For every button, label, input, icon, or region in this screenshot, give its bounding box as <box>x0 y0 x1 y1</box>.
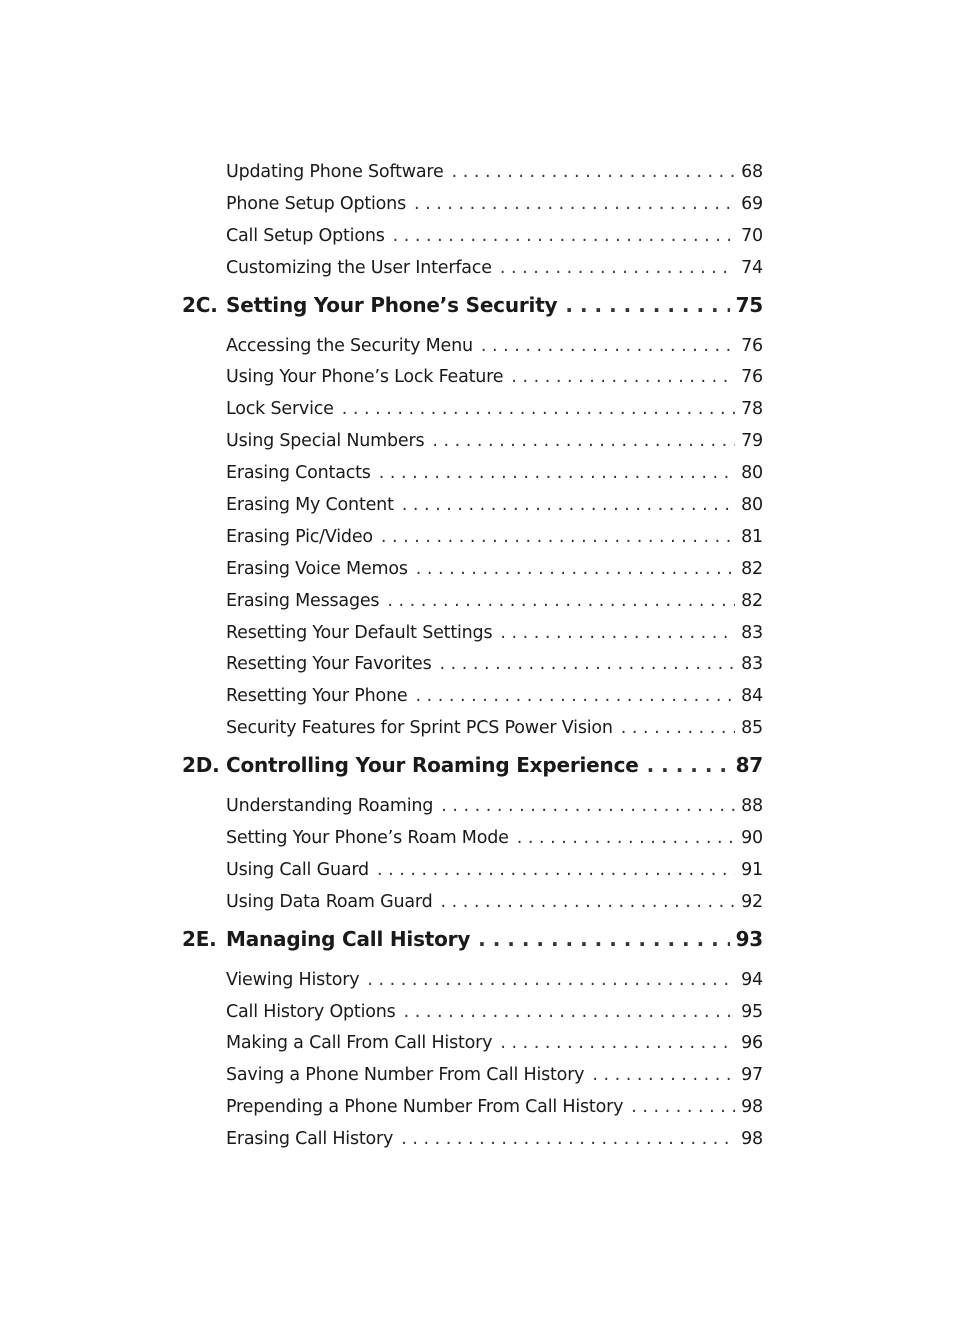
toc-entry-label: Resetting Your Favorites <box>226 654 432 675</box>
leader-dots <box>565 286 729 324</box>
toc-entry[interactable] <box>226 997 763 1029</box>
toc-entry-label: Viewing History <box>226 969 360 990</box>
leader-dots <box>402 490 735 522</box>
table-of-contents <box>182 157 763 1156</box>
toc-section-heading[interactable] <box>182 286 763 324</box>
toc-entry-page: 78 <box>741 399 763 420</box>
toc-entry-label: Erasing Voice Memos <box>226 558 408 579</box>
toc-entry[interactable] <box>226 458 763 490</box>
leader-dots <box>342 394 735 426</box>
toc-entry-label: Security Features for Sprint PCS Power Vision <box>226 718 613 739</box>
toc-entry[interactable] <box>226 1092 763 1124</box>
toc-entry[interactable] <box>226 586 763 618</box>
toc-entry-label: Setting Your Phone’s Roam Mode <box>226 828 509 849</box>
leader-dots <box>379 458 735 490</box>
section-title: Controlling Your Roaming Experience <box>226 753 639 778</box>
toc-entry-label: Using Your Phone’s Lock Feature <box>226 367 504 388</box>
toc-entry[interactable] <box>226 253 763 285</box>
toc-entry[interactable] <box>226 791 763 823</box>
toc-entry-label: Understanding Roaming <box>226 796 434 817</box>
toc-entry[interactable] <box>226 522 763 554</box>
toc-entry-label: Call History Options <box>226 1001 396 1022</box>
leader-dots <box>621 713 735 745</box>
toc-entry-page: 85 <box>741 718 763 739</box>
toc-entry-page: 68 <box>741 162 763 182</box>
toc-entry[interactable] <box>226 221 763 253</box>
leader-dots <box>511 362 735 394</box>
toc-entry-label: Erasing Contacts <box>226 463 371 484</box>
toc-entry-page: 82 <box>741 558 763 579</box>
toc-entry-page: 96 <box>741 1033 763 1054</box>
leader-dots <box>404 997 736 1029</box>
leader-dots <box>481 331 735 363</box>
toc-entry-label: Resetting Your Phone <box>226 686 408 707</box>
toc-entry[interactable] <box>226 965 763 997</box>
toc-entry-label: Using Special Numbers <box>226 431 425 452</box>
leader-dots <box>416 554 735 586</box>
section-number: 2E. <box>182 926 217 951</box>
leader-dots <box>387 586 735 618</box>
toc-entry-page: 94 <box>741 969 763 990</box>
section-page: 75 <box>735 292 763 317</box>
leader-dots <box>432 426 735 458</box>
toc-entry-page: 91 <box>741 859 763 880</box>
leader-dots <box>500 253 735 285</box>
leader-dots <box>500 618 735 650</box>
leader-dots <box>393 221 735 253</box>
toc-entry[interactable] <box>226 823 763 855</box>
leader-dots <box>452 157 736 189</box>
leader-dots <box>377 855 735 887</box>
section-page: 87 <box>735 753 763 778</box>
toc-entry[interactable] <box>226 490 763 522</box>
toc-entry[interactable] <box>226 855 763 887</box>
toc-entry-label: Call Setup Options <box>226 225 385 246</box>
toc-entry[interactable] <box>226 1028 763 1060</box>
section-number: 2C. <box>182 292 218 317</box>
toc-entry-page: 76 <box>741 367 763 388</box>
section-title: Managing Call History <box>226 926 471 951</box>
toc-entry-page: 70 <box>741 225 763 246</box>
toc-entry-page: 88 <box>741 796 763 817</box>
toc-entry-page: 82 <box>741 590 763 611</box>
toc-entry-page: 69 <box>741 193 763 214</box>
toc-entry-label: Erasing Messages <box>226 590 380 611</box>
leader-dots <box>441 791 735 823</box>
leader-dots <box>631 1092 735 1124</box>
toc-entry-page: 79 <box>741 431 763 452</box>
toc-entry-label: Resetting Your Default Settings <box>226 622 493 643</box>
toc-entry-page: 83 <box>741 654 763 675</box>
toc-entry-label: Customizing the User Interface <box>226 257 492 278</box>
leader-dots <box>440 649 736 681</box>
toc-entry[interactable] <box>226 887 763 919</box>
leader-dots <box>517 823 735 855</box>
toc-entry-label: Lock Service <box>226 399 334 420</box>
leader-dots <box>401 1124 735 1156</box>
toc-entry-label: Making a Call From Call History <box>226 1033 493 1054</box>
toc-entry-page: 83 <box>741 622 763 643</box>
toc-entry[interactable] <box>226 426 763 458</box>
toc-section-heading[interactable] <box>182 746 763 784</box>
toc-entry-page: 84 <box>741 686 763 707</box>
toc-entry-page: 80 <box>741 495 763 516</box>
leader-dots <box>416 681 736 713</box>
toc-entry[interactable] <box>226 713 763 745</box>
toc-entry[interactable] <box>226 649 763 681</box>
toc-entry[interactable] <box>226 331 763 363</box>
section-page: 93 <box>735 926 763 951</box>
toc-entry-label: Saving a Phone Number From Call History <box>226 1065 585 1086</box>
toc-entry-page: 98 <box>741 1129 763 1150</box>
toc-entry-label: Erasing My Content <box>226 495 394 516</box>
toc-entry-page: 81 <box>741 526 763 547</box>
toc-entry-page: 97 <box>741 1065 763 1086</box>
toc-entry-page: 90 <box>741 828 763 849</box>
toc-entry-label: Using Data Roam Guard <box>226 891 433 912</box>
toc-entry-page: 76 <box>741 335 763 356</box>
section-number: 2D. <box>182 753 220 778</box>
toc-entry-page: 95 <box>741 1001 763 1022</box>
toc-entry-label: Phone Setup Options <box>226 193 406 214</box>
toc-entry-page: 98 <box>741 1097 763 1118</box>
toc-section-heading[interactable] <box>182 920 763 958</box>
toc-entry[interactable] <box>226 618 763 650</box>
leader-dots <box>414 189 735 221</box>
section-title: Setting Your Phone’s Security <box>226 292 558 317</box>
toc-entry[interactable] <box>226 554 763 586</box>
toc-entry-page: 80 <box>741 463 763 484</box>
toc-entry[interactable] <box>226 394 763 426</box>
toc-entry[interactable] <box>226 1124 763 1156</box>
toc-entry-label: Prepending a Phone Number From Call History <box>226 1097 624 1118</box>
toc-entry-label: Erasing Pic/Video <box>226 526 373 547</box>
leader-dots <box>381 522 735 554</box>
leader-dots <box>367 965 735 997</box>
toc-entry-label: Updating Phone Software <box>226 162 444 182</box>
toc-entry[interactable] <box>226 681 763 713</box>
toc-entry-page: 92 <box>741 891 763 912</box>
toc-entry-label: Using Call Guard <box>226 859 369 880</box>
toc-entry-label: Accessing the Security Menu <box>226 335 473 356</box>
toc-entry[interactable] <box>226 1060 763 1092</box>
leader-dots <box>478 920 729 958</box>
leader-dots <box>440 887 735 919</box>
toc-entry[interactable] <box>226 362 763 394</box>
toc-entry-label: Erasing Call History <box>226 1129 394 1150</box>
toc-entry[interactable] <box>226 189 763 221</box>
toc-entry-page: 74 <box>741 257 763 278</box>
leader-dots <box>592 1060 735 1092</box>
leader-dots <box>647 746 730 784</box>
toc-entry[interactable] <box>226 157 763 189</box>
leader-dots <box>500 1028 735 1060</box>
